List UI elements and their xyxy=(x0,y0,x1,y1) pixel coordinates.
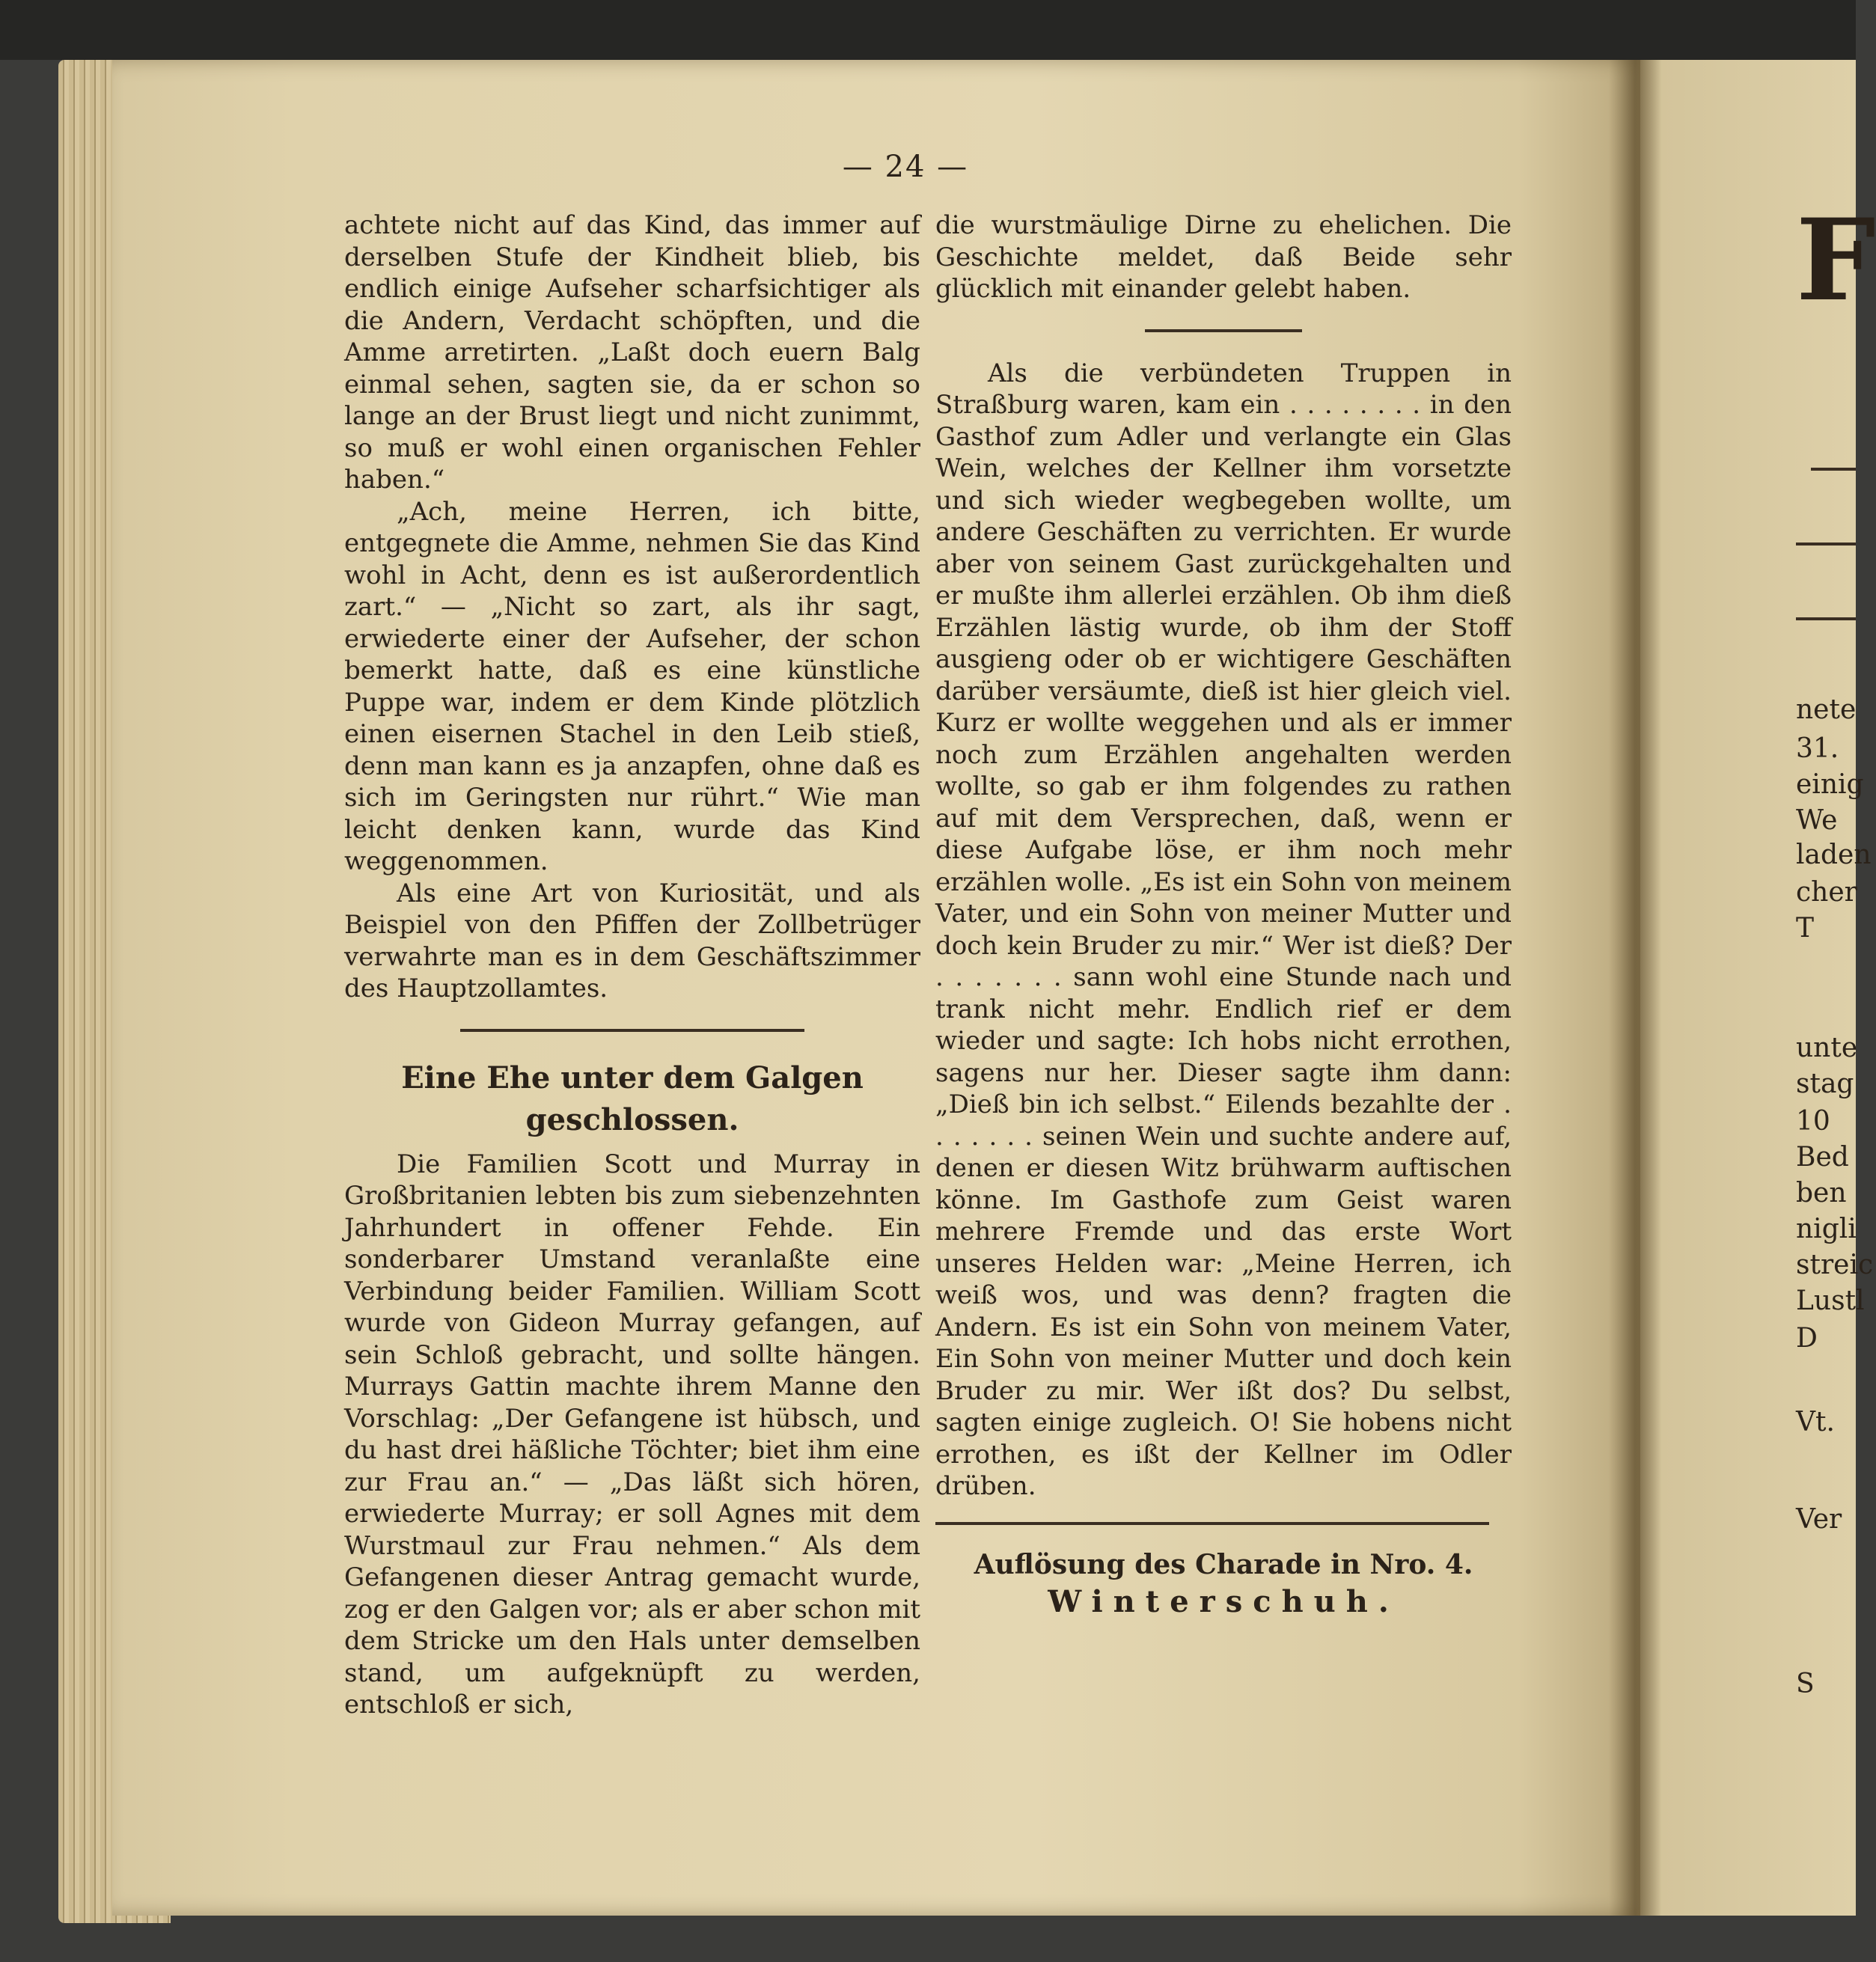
facing-fragment: cher xyxy=(1796,877,1857,908)
facing-page-rule xyxy=(1796,617,1856,620)
paragraph: achtete nicht auf das Kind, das immer auf derselben Stufe der Kindheit blieb, bis endlich einige Aufseher scharfsichtiger als die Andern, Verdacht schöpften, und die Amme arretirten. „Laßt doch euern Balg einmal sehen, sagten sie, da er schon so lange an der Brust liegt und nicht zunimmt, so muß er wohl einen organischen Fehler haben.“ xyxy=(344,210,920,495)
left-text-column xyxy=(344,210,920,1721)
facing-fragment: streic xyxy=(1796,1250,1874,1280)
facing-fragment: einig xyxy=(1796,769,1864,800)
facing-page-rule xyxy=(1811,468,1856,471)
facing-fragment: 31. xyxy=(1796,733,1839,764)
paragraph: „Ach, meine Herren, ich bitte, entgegnete die Amme, nehmen Sie das Kind wohl in Acht, denn es ist außerordentlich zart.“ — „Nicht so zart, als ihr sagt, erwiederte einer der Aufseher, der schon bemerkt hatte, daß es eine künstliche Puppe war, indem er dem Kinde plötzlich einen eisernen Stachel in den Leib stieß, denn man kann es ja anzapfen, ohne daß es sich im Geringsten nur rührt.“ Wie man leicht denken kann, wurde das Kind weggenommen. xyxy=(344,496,920,876)
facing-fragment: Vt. xyxy=(1796,1407,1835,1437)
facing-fragment: nigli xyxy=(1796,1214,1857,1244)
facing-page-rule xyxy=(1796,543,1856,545)
section-divider xyxy=(460,1029,804,1032)
paragraph: Als eine Art von Kuriosität, und als Beispiel von den Pfiffen der Zollbetrüger verwahrte man es in dem Geschäftszimmer des Hauptzollamtes. xyxy=(344,878,920,1003)
facing-fragment: Bed xyxy=(1796,1142,1849,1173)
facing-fragment: D xyxy=(1796,1323,1818,1354)
paragraph: die wurstmäulige Dirne zu ehelichen. Die Geschichte meldet, daß Beide sehr glücklich mit einander gelebt haben. xyxy=(935,210,1512,304)
facing-page-initial: F xyxy=(1796,195,1876,326)
paragraph: Als die verbündeten Truppen in Straßburg waren, kam ein . . . . . . . . in den Gasthof zum Adler und verlangte ein Glas Wein, welches der Kellner ihm vorsetzte und sich wieder wegbegeben wollte, um andere Geschäften zu verrichten. Er wurde aber von seinem Gast zurückgehalten und er mußte ihm allerlei erzählen. Ob ihm dieß Erzählen lästig wurde, ob ihm der Stoff ausgieng oder ob er wichtigere Geschäften darüber versäumte, dieß ist hier gleich viel. Kurz er wollte weggehen und als er immer noch zum Erzählen angehalten werden wollte, so gab er ihm folgendes zu rathen auf mit dem Versprechen, daß, wenn er diese Aufgabe löse, er ihm noch mehr erzählen wolle. „Es ist ein Sohn von meinem Vater, und ein Sohn von meiner Mutter und doch kein Bruder zu mir.“ Wer ist dieß? Der . . . . . . . sann wohl eine Stunde nach und trank nicht mehr. Endlich rief er dem wieder und sagte: Ich hobs nicht errothen, sagens nur her. Dieser sagte ihm dann: „Dieß bin ich selbst.“ Eilends bezahlte der . . . . . . . seinen Wein und suchte andere auf, denen er diesen Witz brühwarm auftischen könne. Im Gasthofe zum Geist waren mehrere Fremde und das erste Wort unseres Helden war: „Meine Herren, ich weiß wos, und was denn? fragten die Andern. Es ist ein Sohn von meinem Vater, Ein Sohn von meiner Mutter und doch kein Bruder zu mir. Wer ißt dos? Du selbst, sagten einige zugleich. O! Sie hobens nicht errothen, es ißt der Kellner im Odler drüben. xyxy=(935,358,1512,1501)
section-divider-long xyxy=(935,1522,1489,1525)
right-text-column xyxy=(935,210,1512,1621)
answer-heading: Auflösung des Charade in Nro. 4. xyxy=(974,1548,1473,1580)
facing-fragment: unte xyxy=(1796,1033,1858,1063)
facing-fragment: 10 xyxy=(1796,1106,1830,1137)
facing-fragment: T xyxy=(1796,913,1815,944)
gutter-shadow xyxy=(1609,60,1661,1916)
facing-fragment: Ver xyxy=(1796,1504,1842,1535)
article-title: Eine Ehe unter dem Galgen geschlossen. xyxy=(401,1060,864,1137)
paragraph: Die Familien Scott und Murray in Großbritanien lebten bis zum siebenzehnten Jahrhundert in offener Fehde. Ein sonderbarer Umstand veranlaßte eine Verbindung beider Familien. William Scott wurde von Gideon Murray gefangen, auf sein Schloß gebracht, und sollte hängen. Murrays Gattin machte ihrem Manne den Vorschlag: „Der Gefangene ist hübsch, und du hast drei häßliche Töchter; biet ihm eine zur Frau an.“ — „Das läßt sich hören, erwiederte Murray; er soll Agnes mit dem Wurstmaul zur Frau nehmen.“ Als dem Gefangenen dieser Antrag gemacht wurde, zog er den Galgen vor; als er aber schon mit dem Stricke um den Hals unter demselben stand, um aufgeknüpft zu werden, entschloß er sich, xyxy=(344,1149,920,1720)
facing-fragment: S xyxy=(1796,1669,1815,1699)
scan-background xyxy=(0,0,1856,60)
facing-fragment: We xyxy=(1796,805,1838,836)
section-divider xyxy=(1145,329,1302,332)
facing-fragment: ben xyxy=(1796,1178,1847,1208)
facing-fragment: Lustl xyxy=(1796,1286,1865,1316)
facing-fragment: laden xyxy=(1796,840,1872,870)
answer-word: Winterschuh. xyxy=(1048,1583,1399,1619)
facing-fragment: nete xyxy=(1796,694,1857,725)
facing-fragment: stag xyxy=(1796,1069,1854,1099)
page-number: — 24 — xyxy=(842,150,969,184)
facing-page-fragments xyxy=(1781,60,1874,1916)
